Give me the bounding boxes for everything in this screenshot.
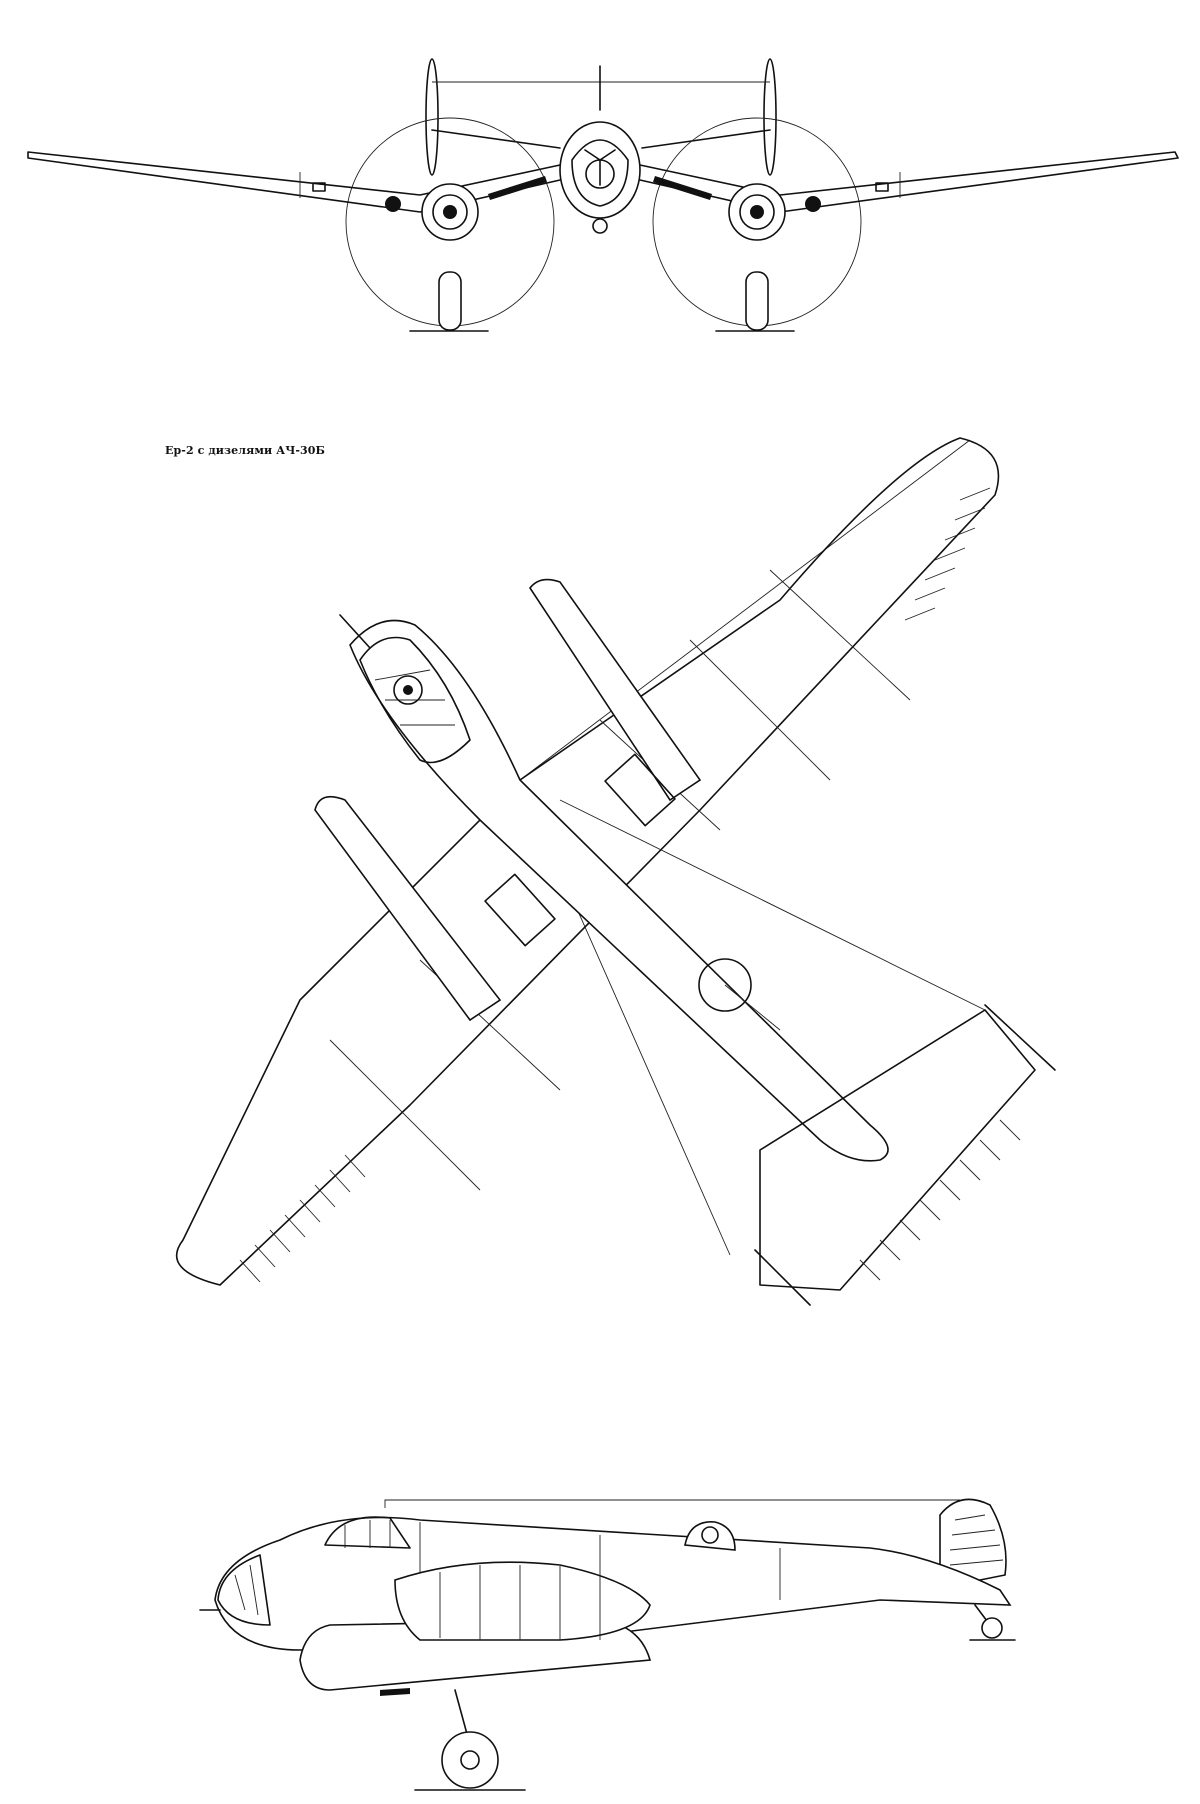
- side-dorsal-turret: [685, 1522, 735, 1550]
- side-view: [200, 1499, 1015, 1790]
- wing-flap-hatching-right: [905, 488, 990, 620]
- nose-gun: [593, 219, 607, 233]
- front-view: [28, 59, 1178, 331]
- exhaust-slot: [380, 1688, 410, 1696]
- right-radiator-slot: [653, 176, 712, 200]
- right-wheel: [746, 272, 768, 330]
- left-intake: [385, 196, 401, 212]
- top-tailplane: [760, 1010, 1035, 1290]
- tail-wheel: [982, 1618, 1002, 1638]
- main-wheel: [442, 1732, 498, 1788]
- guide-lines: [520, 440, 985, 1255]
- left-radiator-slot: [488, 176, 547, 200]
- top-right-nacelle: [530, 580, 700, 800]
- top-view: [177, 438, 1055, 1305]
- top-left-nacelle: [315, 797, 500, 1020]
- right-fin-top: [985, 1005, 1055, 1070]
- right-spinner: [750, 205, 764, 219]
- left-fin: [426, 59, 438, 175]
- right-intake: [805, 196, 821, 212]
- side-antenna: [385, 1500, 960, 1508]
- right-fin: [764, 59, 776, 175]
- aircraft-caption: Ер-2 с дизелями АЧ-30Б: [165, 444, 326, 457]
- left-fin-top: [755, 1250, 810, 1305]
- left-wheel: [439, 272, 461, 330]
- left-nacelle-radiator: [485, 874, 555, 945]
- nose-turret-center: [403, 685, 413, 695]
- left-spinner: [443, 205, 457, 219]
- wing-flap-hatching-left: [240, 1155, 365, 1282]
